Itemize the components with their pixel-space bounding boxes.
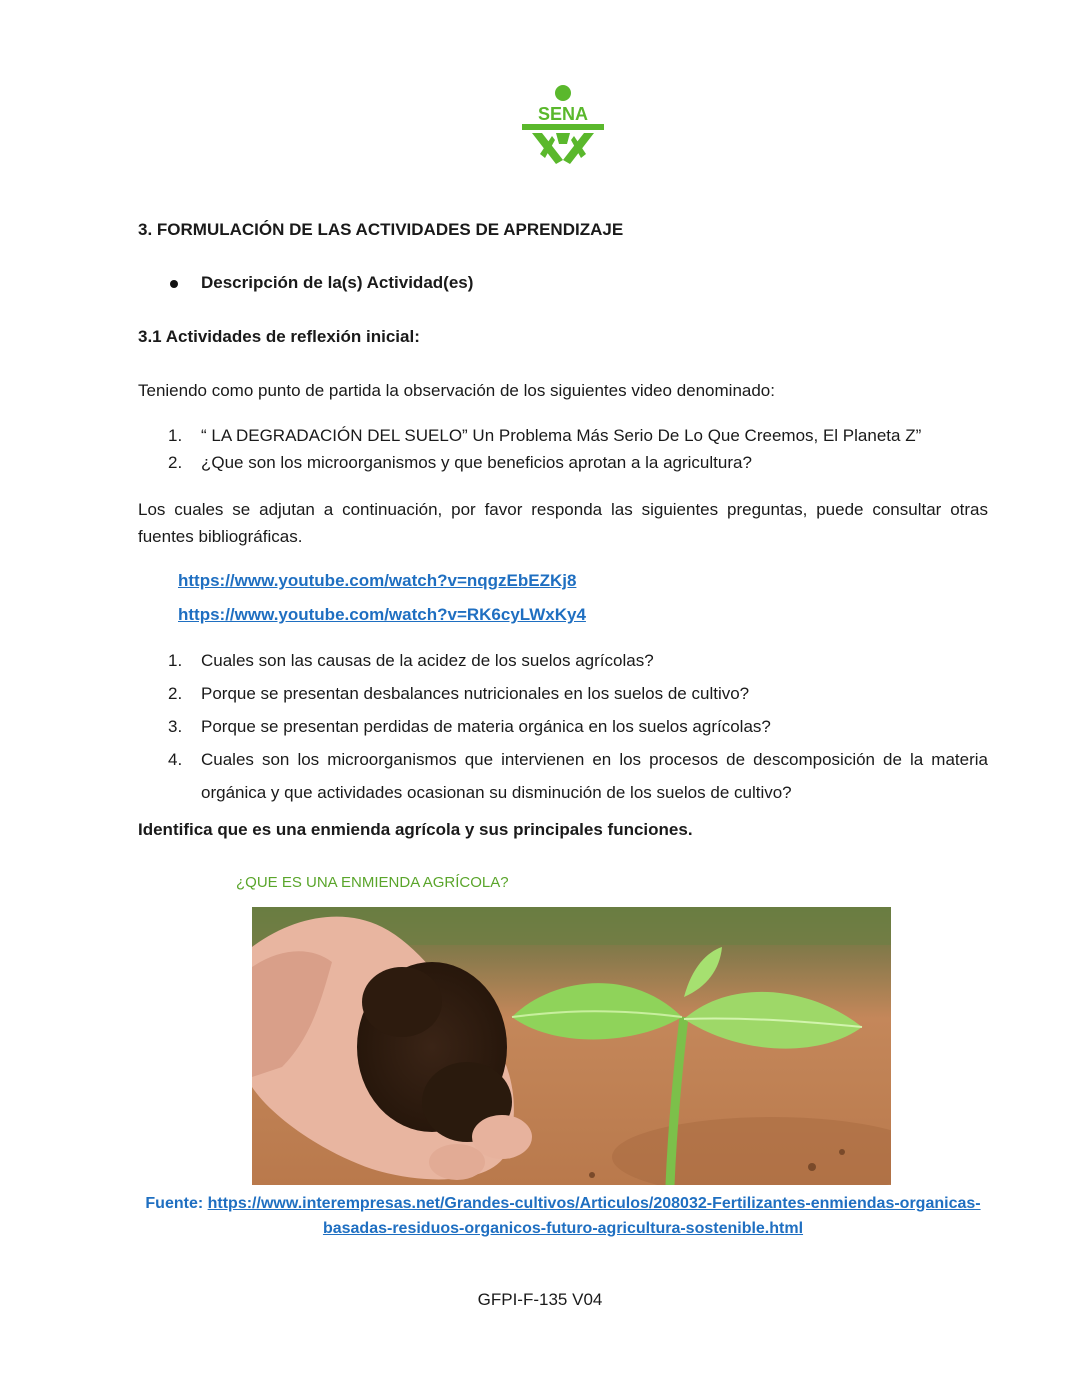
question-text: Cuales son las causas de la acidez de los suelos agrícolas? bbox=[201, 651, 654, 670]
activity-description-label: Descripción de la(s) Actividad(es) bbox=[201, 273, 474, 292]
question-text: Porque se presentan perdidas de materia orgánica en los suelos agrícolas? bbox=[201, 717, 771, 736]
bullet-icon bbox=[170, 280, 178, 288]
question-number: 2. bbox=[168, 684, 183, 703]
source-label: Fuente: bbox=[145, 1195, 204, 1212]
figure-title: ¿QUE ES UNA ENMIENDA AGRÍCOLA? bbox=[236, 874, 509, 891]
video-title: ¿Que son los microorganismos y que beneficios aprotan a la agricultura? bbox=[201, 453, 752, 472]
video-link-1[interactable]: https://www.youtube.com/watch?v=nqgzEbEZKj8 bbox=[178, 571, 577, 590]
video-number: 2. bbox=[168, 453, 183, 472]
source-link[interactable]: https://www.interempresas.net/Grandes-cultivos/Articulos/208032-Fertilizantes-enmiendas-organicas-basadas-residuos-organicos-futuro-agricultura-sostenible.html bbox=[207, 1195, 981, 1237]
question-number: 1. bbox=[168, 651, 183, 670]
document-code: GFPI-F-135 V04 bbox=[477, 1290, 603, 1309]
question-text: Cuales son los microorganismos que intervienen en los procesos de descomposición de la materia orgánica y que actividades ocasionan su disminución de los suelos de cultivo? bbox=[201, 750, 988, 802]
question-number: 3. bbox=[168, 717, 183, 736]
video-title: “ LA DEGRADACIÓN DEL SUELO” Un Problema Más Serio De Lo Que Creemos, El Planeta Z” bbox=[201, 426, 922, 445]
video-number: 1. bbox=[168, 426, 183, 445]
figure-source bbox=[138, 1191, 988, 1241]
section-heading: 3. FORMULACIÓN DE LAS ACTIVIDADES DE APRENDIZAJE bbox=[138, 220, 624, 239]
soil-amendment-photo bbox=[252, 907, 891, 1185]
task-statement: Identifica que es una enmienda agrícola y sus principales funciones. bbox=[138, 820, 693, 839]
question-text: Porque se presentan desbalances nutricionales en los suelos de cultivo? bbox=[201, 684, 750, 703]
instructions-paragraph: Los cuales se adjutan a continuación, por favor responda las siguientes preguntas, puede consultar otras fuentes bibliográficas. bbox=[138, 500, 988, 546]
video-link-2[interactable]: https://www.youtube.com/watch?v=RK6cyLWxKy4 bbox=[178, 605, 586, 624]
intro-paragraph: Teniendo como punto de partida la observación de los siguientes video denominado: bbox=[138, 381, 775, 400]
sena-logo bbox=[518, 84, 608, 168]
logo-text: SENA bbox=[537, 104, 589, 124]
sena-logo-graphic bbox=[518, 84, 608, 168]
question-number: 4. bbox=[168, 750, 183, 769]
subsection-heading: 3.1 Actividades de reflexión inicial: bbox=[138, 327, 420, 346]
